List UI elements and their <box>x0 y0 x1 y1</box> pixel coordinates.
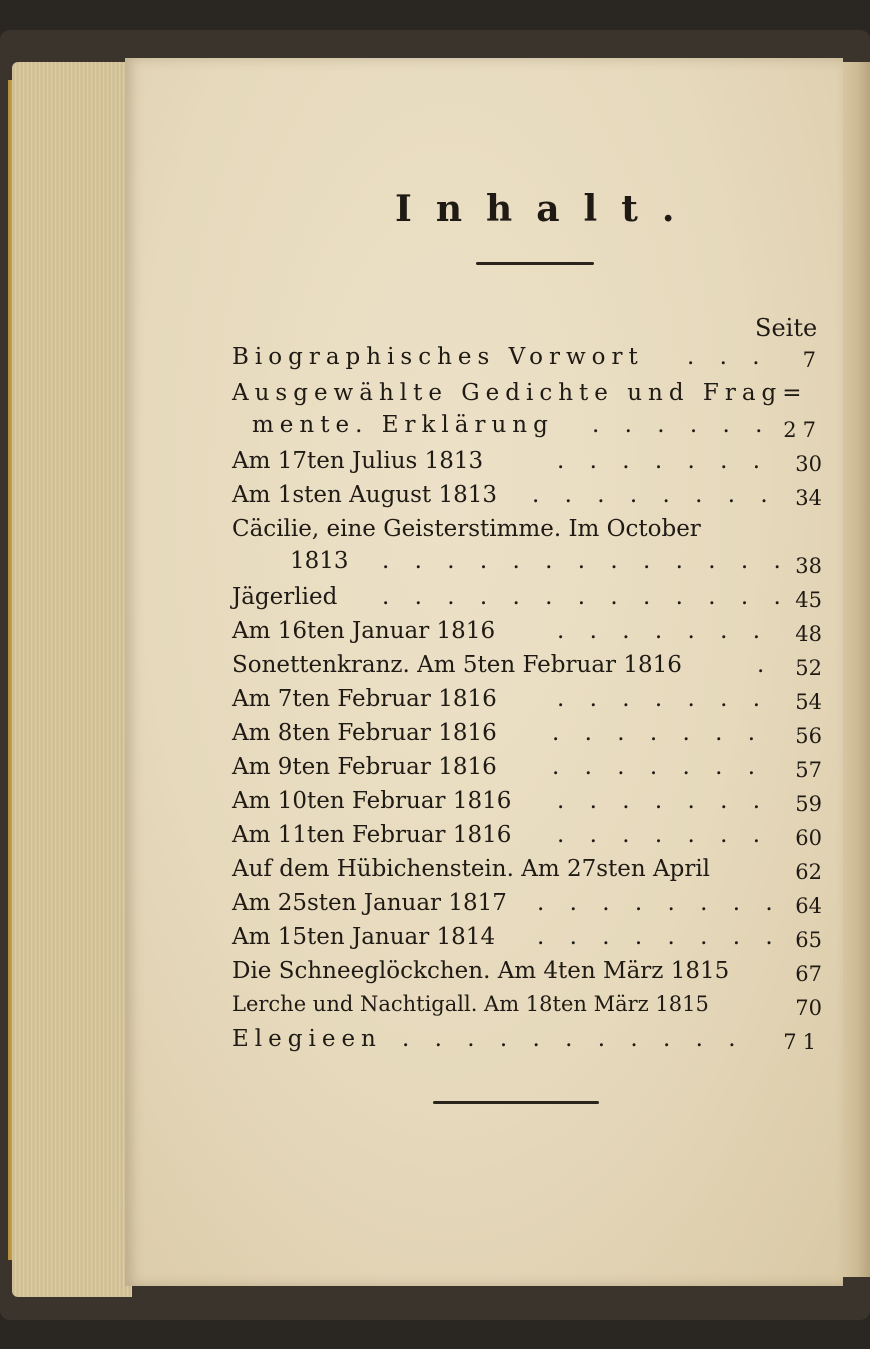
leader-dots: . . . . . . . . <box>537 924 782 950</box>
toc-entry-page: 60 <box>795 826 822 850</box>
toc-entry <box>232 482 822 516</box>
toc-entry-title: Am 10ten Februar 1816 <box>232 788 512 814</box>
leader-dots: . . . <box>687 344 769 370</box>
heading-rule <box>476 262 594 265</box>
closing-rule <box>433 1101 599 1104</box>
toc-entry <box>232 924 822 958</box>
leader-dots: . . . . . . . . . . . . . <box>382 548 790 574</box>
toc-entry-title: Jägerlied <box>232 584 338 610</box>
toc-entry-title: Am 16ten Januar 1816 <box>232 618 496 644</box>
toc-entry-title-continued: mente. Erklärung <box>252 412 554 438</box>
toc-entry <box>232 516 822 584</box>
leader-dots: . . . . . . . <box>557 618 770 644</box>
toc-entry-page: 62 <box>795 860 822 884</box>
toc-entry <box>232 584 822 618</box>
toc-entry-page: 56 <box>795 724 822 748</box>
toc-entry-page: 59 <box>795 792 822 816</box>
toc-entry <box>232 890 822 924</box>
leader-dots: . . . . . . . . . . . . . <box>382 584 790 610</box>
toc-entry <box>232 720 822 754</box>
toc-entry <box>232 958 822 992</box>
toc-entry <box>232 822 822 856</box>
toc-entry-title: Die Schneeglöckchen. Am 4ten März 1815 <box>232 958 730 984</box>
toc-entry-page: 70 <box>795 996 822 1020</box>
leader-dots: . . . . . . . <box>557 686 770 712</box>
page-column-header: Seite <box>755 314 818 342</box>
toc-entry <box>232 992 822 1026</box>
toc-entry-page: 54 <box>795 690 822 714</box>
toc-entry-title: Lerche und Nachtigall. Am 18ten März 1815 <box>232 992 709 1016</box>
leader-dots: . . . . . . . . <box>532 482 777 508</box>
page-heading: Inhalt. <box>395 188 699 230</box>
toc-entry <box>232 448 822 482</box>
toc-entry-title: Am 8ten Februar 1816 <box>232 720 497 746</box>
page-block-edge <box>12 62 132 1297</box>
toc-entry <box>232 754 822 788</box>
leader-dots: . . . . . . . <box>552 754 765 780</box>
toc-entry <box>232 618 822 652</box>
toc-entry-page: 34 <box>795 486 822 510</box>
toc-entry-page: 64 <box>795 894 822 918</box>
toc-entry-page: 48 <box>795 622 822 646</box>
toc-entry-title-continued: 1813 <box>290 548 349 574</box>
toc-entry-title: Am 15ten Januar 1814 <box>232 924 496 950</box>
toc-entry <box>232 856 822 890</box>
toc-entry-page: 27 <box>783 418 822 442</box>
toc-entry-page: 52 <box>795 656 822 680</box>
toc-entry-title: Biographisches Vorwort <box>232 344 644 370</box>
toc-entry <box>232 344 822 378</box>
toc-entry-title: Sonettenkranz. Am 5ten Februar 1816 <box>232 652 682 678</box>
leader-dots: . . . . . . . . <box>537 890 782 916</box>
toc-entry <box>232 788 822 822</box>
toc-entry-title: Am 25sten Januar 1817 <box>232 890 507 916</box>
toc-entry-title: Am 9ten Februar 1816 <box>232 754 497 780</box>
leader-dots: . . . . . . . <box>552 720 765 746</box>
toc-entry-title: Ausgewählte Gedichte und Frag= <box>232 380 808 406</box>
toc-entry-page: 57 <box>795 758 822 782</box>
toc-entry-title: Am 11ten Februar 1816 <box>232 822 512 848</box>
toc-entry <box>232 686 822 720</box>
toc-entry-title: Auf dem Hübichenstein. Am 27sten April <box>232 856 711 882</box>
toc-entry-title: Elegieen <box>232 1026 382 1052</box>
toc-entry-title: Am 7ten Februar 1816 <box>232 686 497 712</box>
leader-dots: . . . . . . . <box>557 448 770 474</box>
toc-entry <box>232 380 822 448</box>
toc-entry-page: 71 <box>783 1030 822 1054</box>
toc-entry-page: 65 <box>795 928 822 952</box>
toc-entry <box>232 1026 822 1060</box>
leader-dots: . <box>757 652 774 678</box>
toc-entry-page: 45 <box>795 588 822 612</box>
leader-dots: . . . . . . <box>592 412 772 438</box>
toc-entry-title: Am 17ten Julius 1813 <box>232 448 484 474</box>
toc-entry-page: 38 <box>795 554 822 578</box>
leader-dots: . . . . . . . . . . . <box>402 1026 745 1052</box>
toc-entry <box>232 652 822 686</box>
toc-entry-title: Am 1sten August 1813 <box>232 482 497 508</box>
toc-entry-page: 7 <box>802 348 822 372</box>
toc-entry-title: Cäcilie, eine Geisterstimme. Im October <box>232 516 701 542</box>
leader-dots: . . . . . . . <box>557 788 770 814</box>
leader-dots: . . . . . . . <box>557 822 770 848</box>
toc-entry-page: 30 <box>795 452 822 476</box>
toc-entry-page: 67 <box>795 962 822 986</box>
